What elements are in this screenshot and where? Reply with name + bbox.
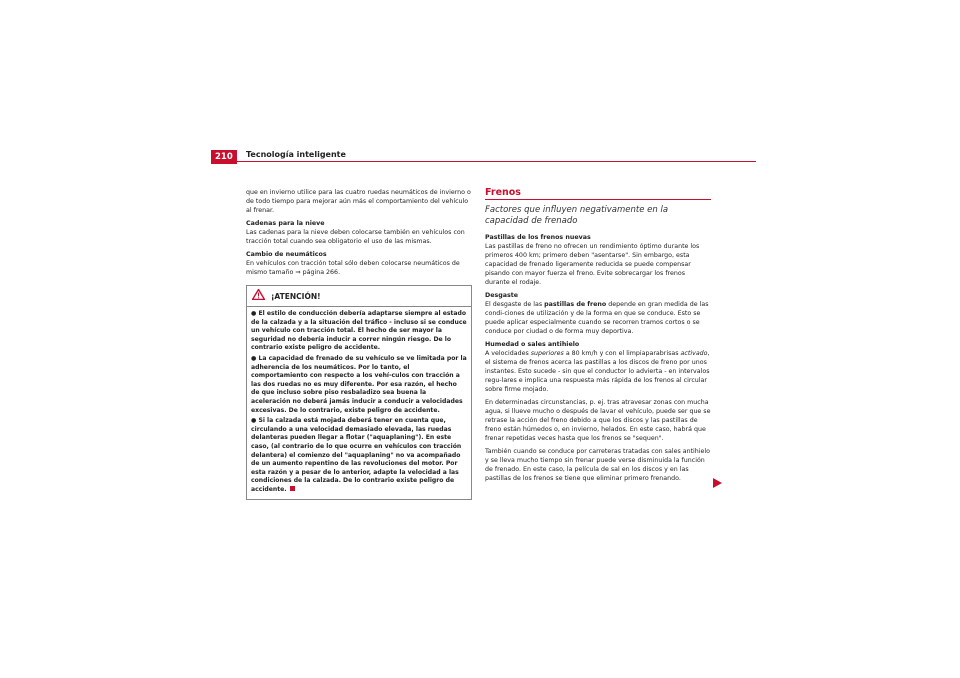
bullet-icon: ● [251, 417, 259, 425]
right-column [485, 188, 711, 487]
pads-heading: Pastillas de los frenos nuevas [485, 234, 591, 241]
tyre-change-heading: Cambio de neumáticos [246, 251, 327, 258]
section-subtitle: Factores que influyen negativamente en la capacidad de frenado [485, 205, 669, 226]
intro-paragraph: que en invierno utilice para las cuatro ruedas neumáticos de invierno o de todo tiempo para mejorar aún más el comportamiento del vehículo al frenar. [246, 189, 471, 214]
pads-text: Las pastillas de freno no ofrecen un rendimiento óptimo durante los primeros 400 km; primero deben "asentarse". Sin embargo, esta capacidad de frenado ligeramente reducida se puede compensar pisando con mayor fuerza el freno. Evite sobrecargar los frenos durante el rodaje. [485, 243, 700, 286]
left-column [246, 188, 472, 500]
chapter-title: Tecnología inteligente [246, 150, 346, 159]
end-square-icon [290, 486, 295, 491]
next-page-arrow-icon [713, 473, 722, 492]
wet-heading: Humedad o sales antihielo [485, 341, 580, 348]
chains-text: Las cadenas para la nieve deben colocarse también en vehículos con tracción total cuando sea obligatorio el uso de las mismas. [246, 229, 465, 245]
wet-paragraph-3: También cuando se conduce por carreteras tratadas con sales antihielo y se lleva mucho tiempo sin frenar puede verse disminuida la función de frenado. En este caso, la película de sal en los discos y en las pastillas de los frenos se tiene que eliminar primero frenando. [485, 448, 711, 482]
bullet-icon: ● [251, 310, 259, 317]
wear-heading: Desgaste [485, 292, 519, 299]
warning-title: ¡ATENCIÓN! [271, 291, 321, 301]
wet-paragraph-1: A velocidades superiores a 80 km/h y con el limpiaparabrisas activado, el sistema de frenos acerca las pastillas a los discos de freno por unos instantes. Esto sucede - sin que el conductor lo advierta - en intervalos regu-lares e implica una respuesta más rápida de los frenos al circular sobre firme mojado. [485, 350, 710, 393]
wear-text: El desgaste de las pastillas de freno depende en gran medida de las condi-ciones de utilización y de la forma en que se conduce. Esto se puede aplicar especialmente cuando se recorren tramos cortos o se conduce por ciudad o de forma muy deportiva. [485, 301, 709, 335]
warning-item: ● La capacidad de frenado de su vehículo se ve limitada por la adherencia de los neumáticos. Por lo tanto, el comportamiento con respecto a los vehí-culos con tracción a las dos ruedas no es muy diferente. Por esa razón, el hecho de que incluso sobre piso resbaladizo sea buena la aceleración no deberá jamás inducir a conducir a velocidades excesivas. De lo contrario, existe peligro de accidente. [251, 354, 467, 414]
warning-box [246, 285, 472, 500]
bullet-icon: ● [251, 354, 259, 362]
tyre-change-text: En vehículos con tracción total sólo deben colocarse neumáticos de mismo tamaño ⇒ página 266. [246, 260, 460, 276]
warning-header [247, 286, 471, 307]
section-title: Frenos [485, 188, 711, 200]
warning-triangle-icon [252, 289, 265, 303]
warning-item: ● Si la calzada está mojada deberá tener en cuenta que, circulando a una velocidad demasiado elevada, las ruedas delanteras pueden llegar a flotar ("aquaplaning"). En este caso, (al contrario de lo que ocurre en vehículos con tracción delantera) el comienzo del "aquaplaning" no va acompañado de un aumento repentino de las revoluciones del motor. Por esta razón y a pesar de lo anterior, adapte la velocidad a las condiciones de la calzada. De lo contrario existe peligro de accidente. [251, 417, 462, 493]
warning-item: ● El estilo de conducción debería adaptarse siempre al estado de la calzada y a la situación del tráfico - incluso si se conduce un vehículo con tracción total. El hecho de ser mayor la seguridad no debería inducir a correr ningún riesgo. De lo contrario existe peligro de accidente. [251, 310, 467, 352]
page-number: 210 [211, 150, 237, 164]
wet-paragraph-2: En determinadas circunstancias, p. ej. tras atravesar zonas con mucha agua, si llueve mucho o después de lavar el vehículo, puede ser que se retrase la acción del freno debido a que los discos y las pastillas de freno están húmedos o, en invierno, helados. En este caso, habrá que frenar repetidas veces hasta que los frenos se "sequen". [485, 399, 711, 442]
warning-body [247, 307, 471, 499]
chains-heading: Cadenas para la nieve [246, 220, 325, 227]
